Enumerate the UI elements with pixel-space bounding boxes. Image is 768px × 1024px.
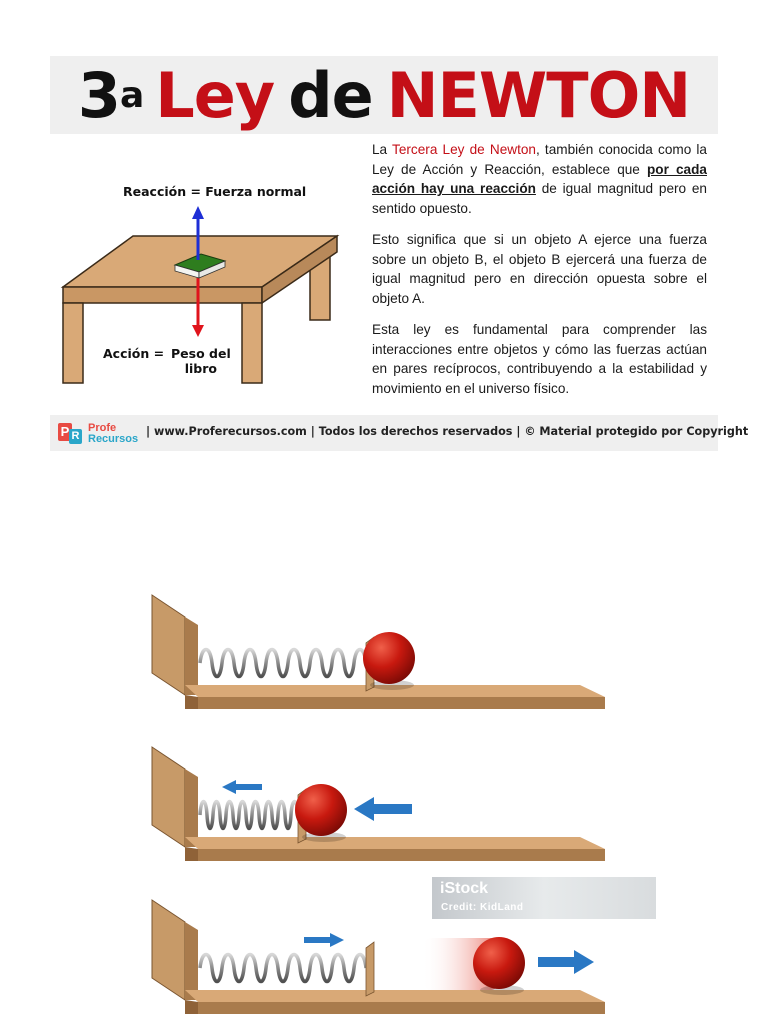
arrow-right-icon bbox=[538, 950, 594, 974]
highlight-term: Tercera Ley de Newton bbox=[392, 142, 536, 157]
action-detail bbox=[171, 346, 231, 376]
table-front-edge bbox=[63, 287, 262, 303]
title-banner bbox=[50, 56, 718, 134]
page-title bbox=[50, 56, 718, 134]
action-arrow bbox=[192, 325, 204, 337]
ball-icon bbox=[295, 784, 347, 836]
reaction-label: Reacción = Fuerza normal bbox=[123, 184, 307, 199]
paragraph-3: Esta ley es fundamental para comprender las interacciones entre objetos y cómo las fuerzas actúan en pares recíprocos, contribuyendo a la estabilidad y movimiento en el universo físico. bbox=[372, 322, 707, 396]
ball-icon bbox=[473, 937, 525, 989]
action-detail-line2: libro bbox=[184, 361, 217, 376]
title-newton: NEWTON bbox=[386, 58, 691, 132]
logo-line2: Recursos bbox=[88, 433, 139, 445]
logo-r-icon: R bbox=[69, 429, 82, 444]
logo-p-icon: P bbox=[58, 423, 72, 441]
title-superscript: a bbox=[119, 74, 144, 116]
watermark-brand: iStock bbox=[440, 880, 489, 897]
arrow-right-icon bbox=[304, 933, 344, 947]
footer-copyright: | www.Proferecursos.com | Todos los derechos reservados | © Material protegido por Copyright bbox=[146, 425, 749, 438]
reaction-arrow bbox=[192, 206, 204, 219]
spring-panel-compressed bbox=[152, 747, 605, 861]
table-leg-left bbox=[63, 303, 83, 383]
title-de: de bbox=[288, 58, 373, 132]
istock-watermark bbox=[432, 877, 656, 919]
title-ley: Ley bbox=[155, 58, 275, 132]
key-phrase: por cada acción hay una reacción bbox=[372, 161, 707, 196]
logo-line1: Profe bbox=[88, 422, 117, 434]
arrow-left-icon bbox=[354, 797, 412, 821]
watermark-credit: Credit: KidLand bbox=[441, 902, 524, 913]
spring-diagram bbox=[140, 585, 620, 1020]
title-number: 3 bbox=[77, 58, 120, 132]
profe-recursos-logo[interactable] bbox=[58, 423, 148, 445]
footer-bar bbox=[50, 415, 749, 451]
spring-coil-compressed-none bbox=[200, 650, 366, 677]
action-detail-line1: Peso del bbox=[171, 346, 231, 361]
table-leg-right bbox=[242, 303, 262, 383]
action-label: Acción = bbox=[103, 346, 165, 361]
paragraph-1: La Tercera Ley de Newton, también conocida como la Ley de Acción y Reacción, establece que por cada acción hay una reacción de igual magnitud pero en sentido opuesto. bbox=[372, 142, 707, 216]
spring-panel-rest bbox=[152, 595, 605, 709]
arrow-left-icon bbox=[222, 780, 262, 794]
explanation-text bbox=[372, 140, 707, 410]
ball-icon bbox=[363, 632, 415, 684]
paragraph-2: Esto significa que si un objeto A ejerce una fuerza sobre un objeto B, el objeto B ejercerá una fuerza de igual magnitud pero en dirección opuesta sobre el objeto A. bbox=[372, 232, 707, 306]
